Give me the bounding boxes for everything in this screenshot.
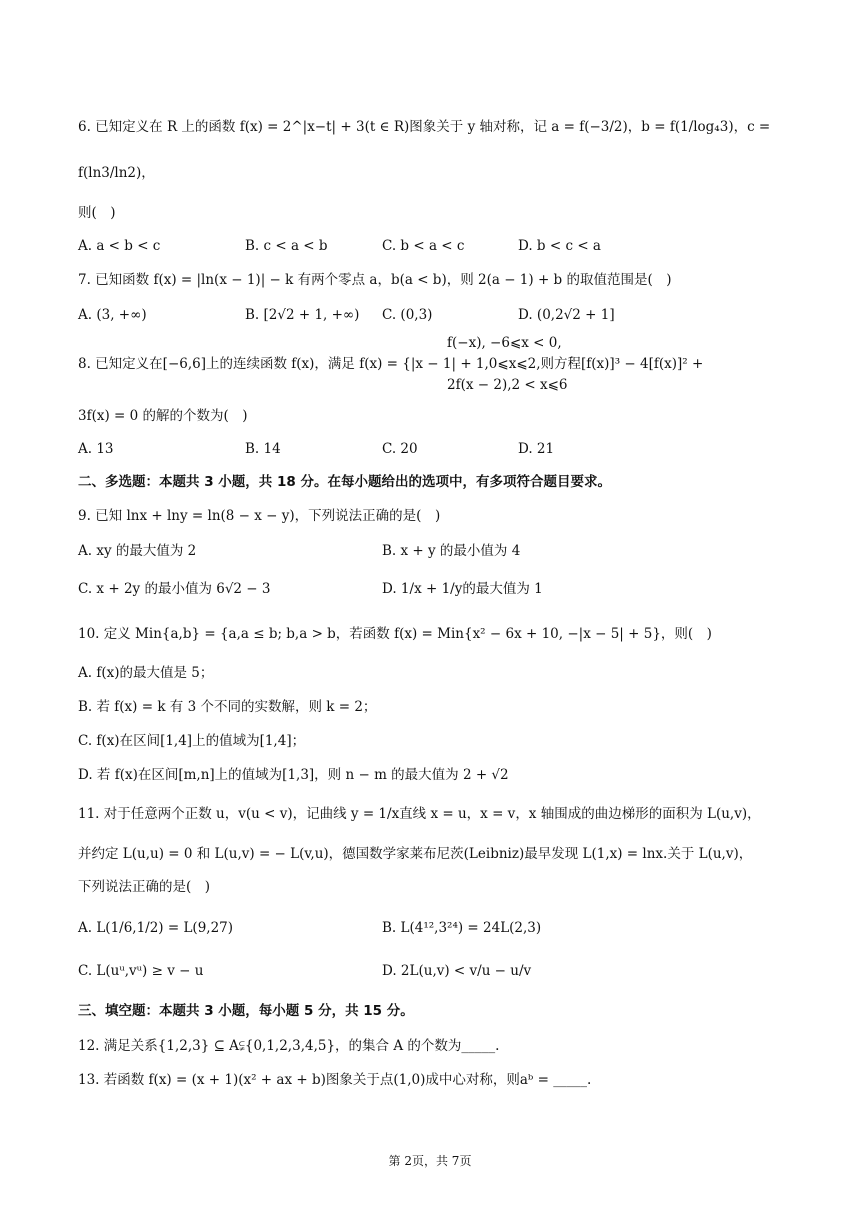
q13-stem: 13. 若函数 f(x) = (x + 1)(x² + ax + b)图象关于点(1,0)成中心对称，则aᵇ = _____. xyxy=(78,1072,592,1088)
q8-stem: 8. 已知定义在[−6,6]上的连续函数 f(x)，满足 f(x) = {|x − 1| + 1,0⩽x⩽2,则方程[f(x)]³ − 4[f(x)]² + xyxy=(78,356,704,372)
page-footer: 第 2页，共 7页 xyxy=(388,1154,472,1168)
q10-option-a: A. f(x)的最大值是 5； xyxy=(78,665,214,681)
q10-stem: 10. 定义 Min{a,b} = {a,a ≤ b; b,a > b，若函数 f(x) = Min{x² − 6x + 10, −|x − 5| + 5}，则( ) xyxy=(78,626,712,642)
q7-option-b: B. [2√2 + 1, +∞) xyxy=(245,307,360,323)
section2-heading: 二、多选题：本题共 3 小题，共 18 分。在每小题给出的选项中，有多项符合题目要求。 xyxy=(78,474,611,490)
q8-case3: 2f(x − 2),2 < x⩽6 xyxy=(447,377,568,393)
q6-option-b: B. c < a < b xyxy=(245,238,328,254)
q6-option-a: A. a < b < c xyxy=(78,238,161,254)
q10-option-d: D. 若 f(x)在区间[m,n]上的值域为[1,3]，则 n − m 的最大值为 2 + √2 xyxy=(78,767,509,783)
q6-line2: f(ln3/ln2)， xyxy=(78,165,155,181)
q12-stem: 12. 满足关系{1,2,3} ⊆ A⫋{0,1,2,3,4,5}，的集合 A 的个数为_____. xyxy=(78,1038,500,1054)
q11-option-a: A. L(1/6,1/2) = L(9,27) xyxy=(78,920,234,936)
q6-line1: 6. 已知定义在 R 上的函数 f(x) = 2^|x−t| + 3(t ∈ R)图象关于 y 轴对称，记 a = f(−3/2)，b = f(1/log₄3)，c = xyxy=(78,119,771,135)
q9-option-b: B. x + y 的最小值为 4 xyxy=(382,543,521,559)
q10-option-b: B. 若 f(x) = k 有 3 个不同的实数解，则 k = 2； xyxy=(78,699,377,715)
q11-option-c: C. L(uᵘ,vᵘ) ≥ v − u xyxy=(78,963,204,979)
q8-option-b: B. 14 xyxy=(245,441,281,457)
q8-option-c: C. 20 xyxy=(382,441,418,457)
q11-line2: 并约定 L(u,u) = 0 和 L(u,v) = − L(v,u)，德国数学家莱布尼茨(Leibniz)最早发现 L(1,x) = lnx.关于 L(u,v)， xyxy=(78,846,753,862)
q11-line3: 下列说法正确的是( ) xyxy=(78,879,211,895)
q8-case1: f(−x), −6⩽x < 0, xyxy=(447,335,562,351)
q11-option-b: B. L(4¹²,3²⁴) = 24L(2,3) xyxy=(382,920,542,936)
section3-heading: 三、填空题：本题共 3 小题，每小题 5 分，共 15 分。 xyxy=(78,1003,414,1019)
q8-option-a: A. 13 xyxy=(78,441,114,457)
q8-line2: 3f(x) = 0 的解的个数为( ) xyxy=(78,408,248,424)
q6-line3: 则( ) xyxy=(78,205,116,221)
q9-stem: 9. 已知 lnx + lny = ln(8 − x − y)，下列说法正确的是( ) xyxy=(78,508,441,524)
q6-option-d: D. b < c < a xyxy=(518,238,601,254)
q9-option-c: C. x + 2y 的最小值为 6√2 − 3 xyxy=(78,581,271,597)
q11-option-d: D. 2L(u,v) < v/u − u/v xyxy=(382,963,532,979)
q7-stem: 7. 已知函数 f(x) = |ln(x − 1)| − k 有两个零点 a，b(a < b)，则 2(a − 1) + b 的取值范围是( ) xyxy=(78,272,672,288)
q7-option-c: C. (0,3) xyxy=(382,307,433,323)
q9-option-d: D. 1/x + 1/y的最大值为 1 xyxy=(382,581,543,597)
q6-option-c: C. b < a < c xyxy=(382,238,465,254)
q8-option-d: D. 21 xyxy=(518,441,555,457)
q7-option-d: D. (0,2√2 + 1] xyxy=(518,307,615,323)
q7-option-a: A. (3, +∞) xyxy=(78,307,147,323)
q10-option-c: C. f(x)在区间[1,4]上的值域为[1,4]； xyxy=(78,733,306,749)
q9-option-a: A. xy 的最大值为 2 xyxy=(78,543,197,559)
q11-line1: 11. 对于任意两个正数 u，v(u < v)，记曲线 y = 1/x直线 x = u，x = v，x 轴围成的曲边梯形的面积为 L(u,v)， xyxy=(78,806,761,822)
